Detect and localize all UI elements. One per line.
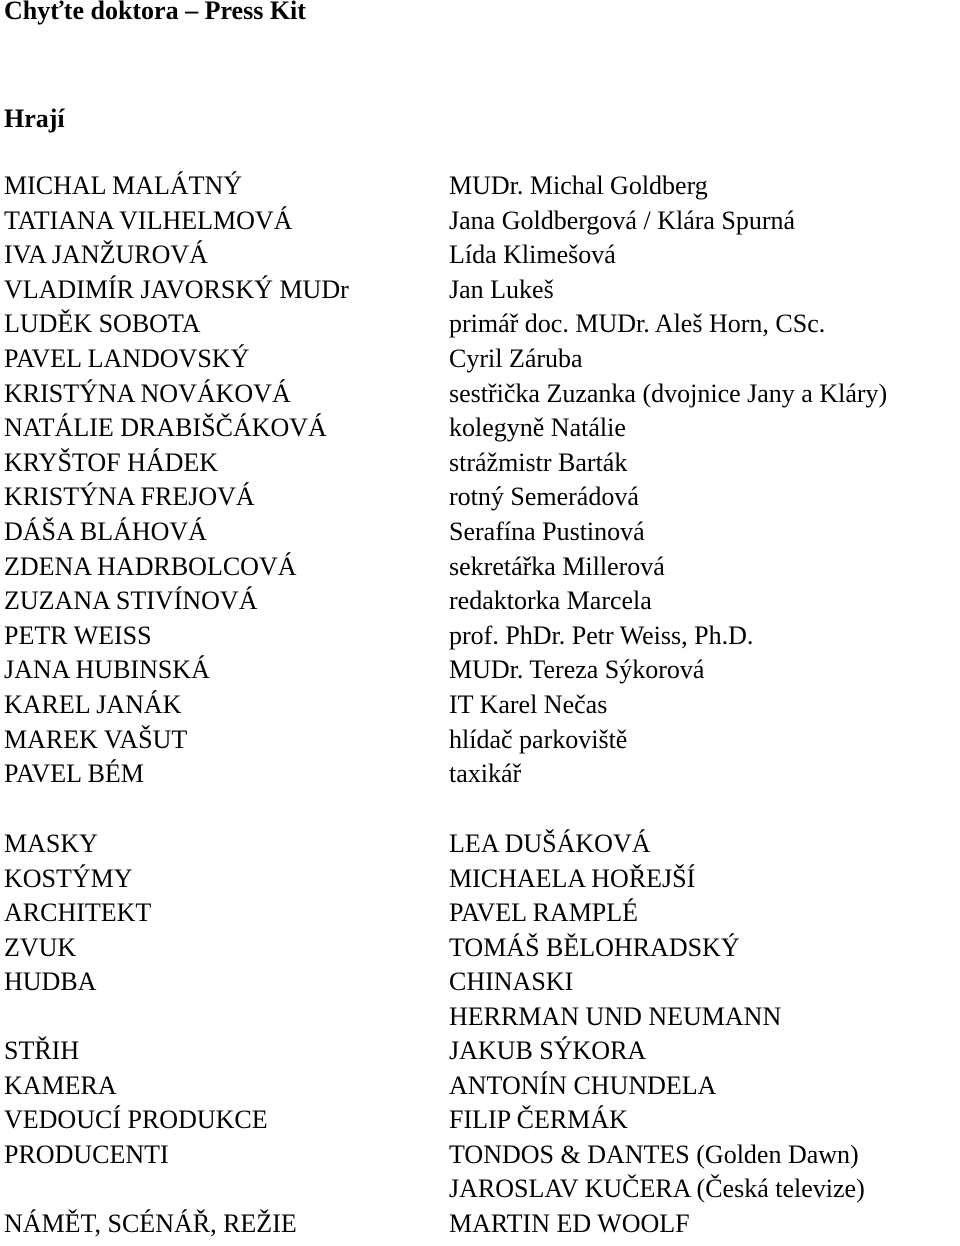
crew-label: HUDBA	[4, 967, 97, 997]
crew-name: MARTIN ED WOOLF	[449, 1209, 690, 1238]
cast-role: Lída Klimešová	[449, 240, 616, 270]
cast-actor: ZUZANA STIVÍNOVÁ	[4, 586, 258, 616]
crew-name-list	[449, 1207, 690, 1242]
cast-role: MUDr. Michal Goldberg	[449, 171, 708, 200]
cast-role-list	[449, 169, 887, 792]
crew-name: JAKUB SÝKORA	[449, 1036, 647, 1065]
cast-actor: PAVEL BÉM	[4, 759, 144, 789]
crew-label: VEDOUCÍ PRODUKCE	[4, 1105, 268, 1135]
cast-role: Jan Lukeš	[449, 274, 554, 304]
crew-name: LEA DUŠÁKOVÁ	[449, 829, 651, 858]
document-title: Chyťte doktora – Press Kit	[4, 0, 306, 25]
cast-actor: PETR WEISS	[4, 620, 152, 650]
cast-role: hlídač parkoviště	[449, 724, 628, 754]
cast-role: taxikář	[449, 759, 522, 789]
cast-actor: KAREL JANÁK	[4, 689, 182, 719]
crew-name: CHINASKI	[449, 967, 574, 997]
crew-label: ZVUK	[4, 932, 77, 962]
cast-role: redaktorka Marcela	[449, 586, 652, 616]
crew-name-list	[449, 827, 781, 1035]
cast-actor: VLADIMÍR JAVORSKÝ MUDr	[4, 274, 349, 304]
cast-actor: IVA JANŽUROVÁ	[4, 240, 208, 270]
cast-actor: JANA HUBINSKÁ	[4, 655, 210, 685]
crew-name: TONDOS & DANTES (Golden Dawn)	[449, 1139, 859, 1169]
cast-actor: TATIANA VILHELMOVÁ	[4, 205, 293, 235]
crew-name: JAROSLAV KUČERA (Česká televize)	[449, 1174, 865, 1204]
crew-label-list	[4, 1034, 268, 1172]
crew-label: KAMERA	[4, 1070, 117, 1100]
cast-role: Cyril Záruba	[449, 343, 583, 373]
cast-role: Jana Goldbergová / Klára Spurná	[449, 205, 796, 235]
crew-name-list	[449, 1034, 865, 1207]
cast-role: rotný Semerádová	[449, 482, 639, 512]
cast-actor: ZDENA HADRBOLCOVÁ	[4, 551, 297, 581]
crew-label: KOSTÝMY	[4, 863, 133, 893]
cast-actor: LUDĚK SOBOTA	[4, 309, 201, 339]
cast-actor: MAREK VAŠUT	[4, 724, 188, 754]
cast-actor: NATÁLIE DRABIŠČÁKOVÁ	[4, 413, 327, 443]
crew-label: ARCHITEKT	[4, 898, 152, 928]
crew-name: MICHAELA HOŘEJŠÍ	[449, 863, 696, 893]
crew-label: PRODUCENTI	[4, 1139, 169, 1169]
cast-actor: MICHAL MALÁTNÝ	[4, 171, 243, 200]
cast-role: sekretářka Millerová	[449, 551, 665, 581]
crew-label: MASKY	[4, 829, 98, 858]
crew-name: TOMÁŠ BĚLOHRADSKÝ	[449, 932, 740, 962]
crew-name: HERRMAN UND NEUMANN	[449, 1001, 782, 1031]
crew-label: STŘIH	[4, 1036, 80, 1065]
cast-actor: PAVEL LANDOVSKÝ	[4, 343, 250, 373]
cast-actor: KRISTÝNA NOVÁKOVÁ	[4, 378, 291, 408]
cast-actor-list	[4, 169, 349, 792]
crew-name: PAVEL RAMPLÉ	[449, 898, 639, 928]
cast-role: kolegyně Natálie	[449, 413, 626, 443]
crew-name: ANTONÍN CHUNDELA	[449, 1070, 717, 1100]
cast-role: Serafína Pustinová	[449, 516, 645, 546]
crew-label: NÁMĚT, SCÉNÁŘ, REŽIE	[4, 1209, 297, 1238]
cast-role: IT Karel Nečas	[449, 689, 608, 719]
section-heading-cast: Hrají	[4, 104, 65, 133]
cast-role: MUDr. Tereza Sýkorová	[449, 655, 705, 685]
cast-actor: KRYŠTOF HÁDEK	[4, 447, 219, 477]
cast-actor: KRISTÝNA FREJOVÁ	[4, 482, 255, 512]
cast-role: strážmistr Barták	[449, 447, 628, 477]
crew-label-list	[4, 1207, 297, 1242]
cast-role: primář doc. MUDr. Aleš Horn, CSc.	[449, 309, 826, 339]
cast-role: prof. PhDr. Petr Weiss, Ph.D.	[449, 620, 754, 650]
crew-name: FILIP ČERMÁK	[449, 1105, 628, 1135]
crew-label-list	[4, 827, 151, 1000]
cast-actor: DÁŠA BLÁHOVÁ	[4, 516, 207, 546]
cast-role: sestřička Zuzanka (dvojnice Jany a Kláry)	[449, 378, 888, 408]
